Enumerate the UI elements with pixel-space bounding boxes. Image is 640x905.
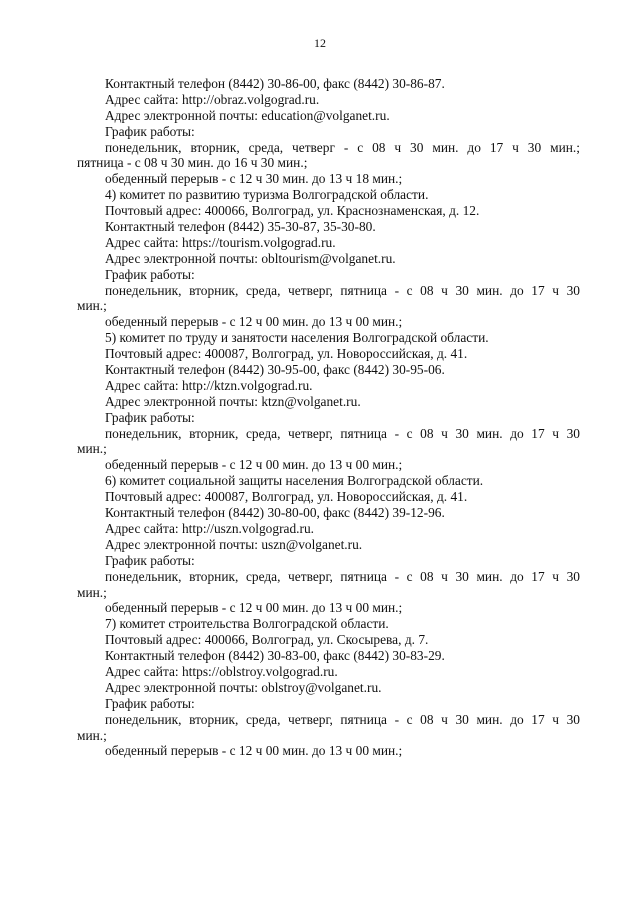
text-line: понедельник, вторник, среда, четверг, пятница - с 08 ч 30 мин. до 17 ч 30: [105, 711, 580, 727]
text-line: мин.;: [77, 727, 107, 743]
text-line: Адрес сайта: http://uszn.volgograd.ru.: [105, 520, 315, 536]
text-line: Адрес электронной почты: obltourism@volganet.ru.: [105, 250, 396, 266]
text-line: обеденный перерыв - с 12 ч 00 мин. до 13 ч 00 мин.;: [105, 457, 403, 473]
text-line: Адрес электронной почты: oblstroy@volganet.ru.: [105, 679, 382, 695]
text-line: Почтовый адрес: 400087, Волгоград, ул. Новороссийская, д. 41.: [105, 489, 468, 505]
text-line: Адрес электронной почты: uszn@volganet.ru.: [105, 536, 363, 552]
text-line: понедельник, вторник, среда, четверг, пятница - с 08 ч 30 мин. до 17 ч 30: [105, 425, 580, 441]
text-line: Адрес сайта: https://tourism.volgograd.ru.: [105, 234, 336, 250]
text-line: График работы:: [105, 123, 195, 139]
text-line: мин.;: [77, 441, 107, 457]
text-line: График работы:: [105, 552, 195, 568]
text-line: Контактный телефон (8442) 30-83-00, факс (8442) 30-83-29.: [105, 648, 445, 664]
text-line: Контактный телефон (8442) 30-95-00, факс (8442) 30-95-06.: [105, 362, 445, 378]
text-line: Адрес электронной почты: education@volganet.ru.: [105, 107, 390, 123]
text-line: Адрес сайта: http://ktzn.volgograd.ru.: [105, 377, 313, 393]
page-number: 12: [314, 36, 326, 50]
text-line: 4) комитет по развитию туризма Волгоградской области.: [105, 187, 429, 203]
text-line: обеденный перерыв - с 12 ч 30 мин. до 13 ч 18 мин.;: [105, 171, 403, 187]
text-line: мин.;: [77, 584, 107, 600]
text-line: Адрес сайта: https://oblstroy.volgograd.ru.: [105, 663, 338, 679]
text-line: понедельник, вторник, среда, четверг, пятница - с 08 ч 30 мин. до 17 ч 30: [105, 568, 580, 584]
text-line: обеденный перерыв - с 12 ч 00 мин. до 13 ч 00 мин.;: [105, 600, 403, 616]
text-line: 7) комитет строительства Волгоградской области.: [105, 616, 389, 632]
text-line: мин.;: [77, 298, 107, 314]
text-line: 6) комитет социальной защиты населения Волгоградской области.: [105, 473, 484, 489]
text-line: обеденный перерыв - с 12 ч 00 мин. до 13 ч 00 мин.;: [105, 314, 403, 330]
text-line: Контактный телефон (8442) 30-80-00, факс (8442) 39-12-96.: [105, 505, 445, 521]
text-line: понедельник, вторник, среда, четверг - с 08 ч 30 мин. до 17 ч 30 мин.;: [105, 139, 580, 155]
text-line: Контактный телефон (8442) 35-30-87, 35-30-80.: [105, 219, 376, 235]
text-line: График работы:: [105, 266, 195, 282]
text-line: обеденный перерыв - с 12 ч 00 мин. до 13 ч 00 мин.;: [105, 743, 403, 759]
document-body: [77, 76, 580, 759]
text-line: Почтовый адрес: 400066, Волгоград, ул. Скосырева, д. 7.: [105, 632, 429, 648]
text-line: понедельник, вторник, среда, четверг, пятница - с 08 ч 30 мин. до 17 ч 30: [105, 282, 580, 298]
text-line: Почтовый адрес: 400087, Волгоград, ул. Новороссийская, д. 41.: [105, 346, 468, 362]
text-line: Почтовый адрес: 400066, Волгоград, ул. Краснознаменская, д. 12.: [105, 203, 480, 219]
text-line: Адрес сайта: http://obraz.volgograd.ru.: [105, 91, 320, 107]
text-line: Контактный телефон (8442) 30-86-00, факс (8442) 30-86-87.: [105, 76, 445, 91]
text-line: График работы:: [105, 695, 195, 711]
text-line: 5) комитет по труду и занятости населения Волгоградской области.: [105, 330, 489, 346]
text-line: Адрес электронной почты: ktzn@volganet.ru.: [105, 393, 361, 409]
text-line: пятница - с 08 ч 30 мин. до 16 ч 30 мин.;: [77, 155, 308, 171]
text-line: График работы:: [105, 409, 195, 425]
